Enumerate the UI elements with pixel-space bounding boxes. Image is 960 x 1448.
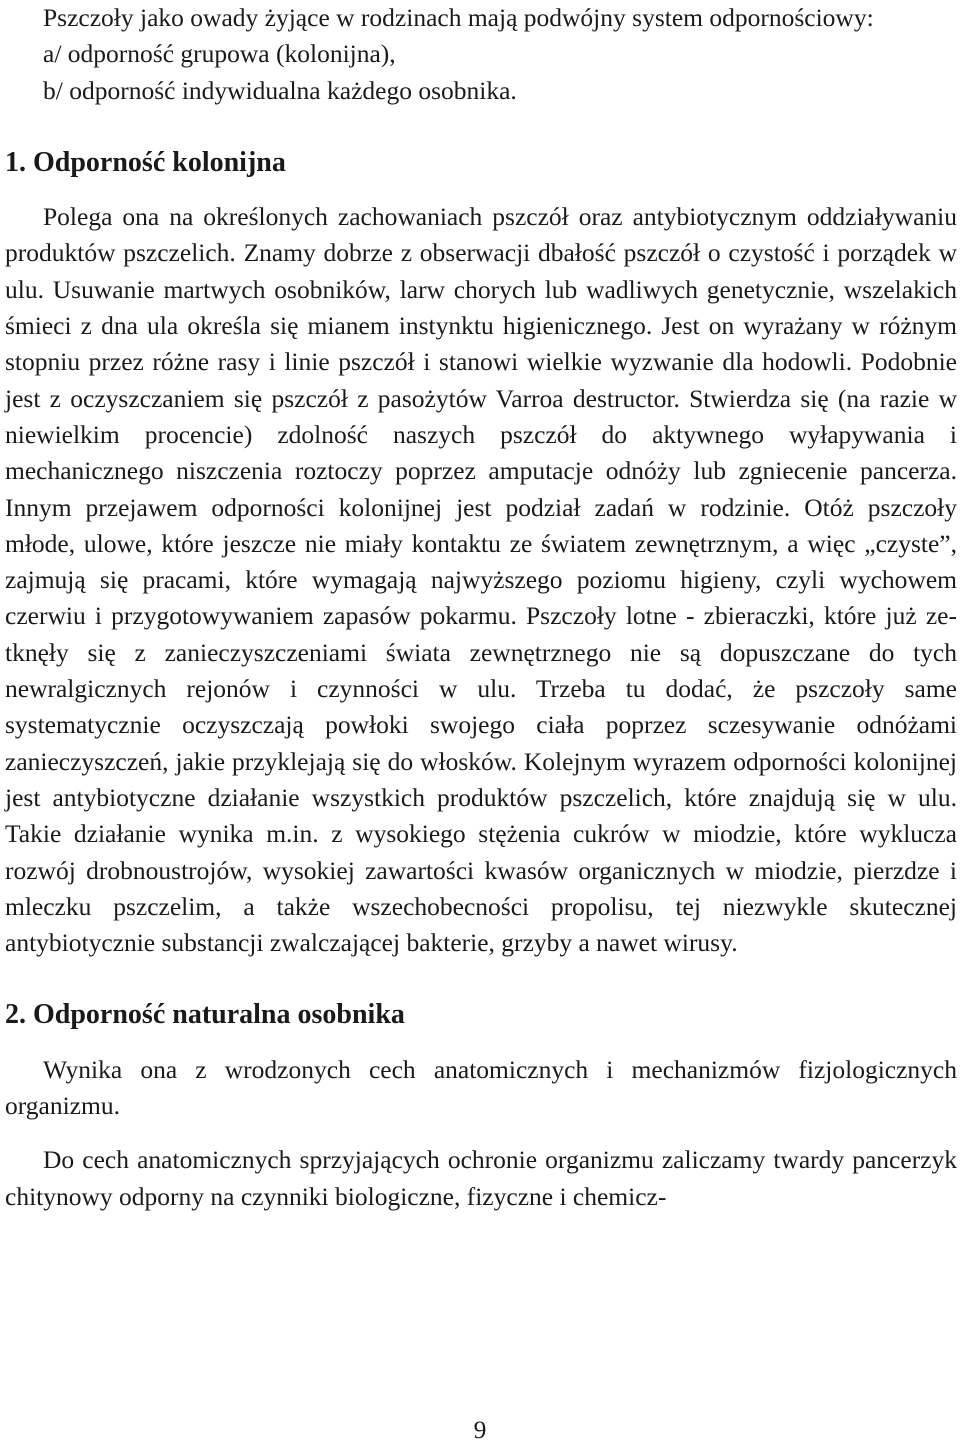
list-item: b/ odporność indywidualna każdego osobnika. xyxy=(43,75,517,105)
page-number: 9 xyxy=(473,1415,487,1444)
intro-paragraph: Pszczoły jako owady żyjące w rodzinach mają podwójny system odpornościowy: xyxy=(43,3,874,32)
section-2-paragraph: Wynika ona z wrodzonych cech anatomicznych i mechanizmów fizjologicznych organizmu. xyxy=(5,1054,957,1121)
section-1-paragraph: Polega ona na określonych zachowaniach pszczół oraz antybiotycznym oddziaływaniu produktów pszczelich. Znamy dobrze z obserwacji dbałość pszczół o czystość i porządek w ulu. Usuwanie martwych osobników, larw chorych lub wadliwych genetycznie, wszelakich śmieci z dna ula określa się mianem instynktu higienicznego. Jest on wyrażany w różnym stopniu przez różne rasy i linie pszczół i stanowi wielkie wyzwanie dla hodowli. Podobnie jest z oczyszczaniem się pszczół z pasożytów Varroa destructor. Stwierdza się (na razie w niewielkim procencie) zdolność naszych pszczół do aktywnego wyłapywania i mechanicznego niszczenia roztoczy poprzez amputacje odnóży lub zgniecenie pancerza. Innym przejawem odporności kolonijnej jest podział zadań w rodzinie. Otóż pszczoły młode, ulowe, które jeszcze nie miały kontaktu ze światem zewnętrznym, a więc „czyste”, zajmują się pracami, które wymagają najwyższego poziomu higieny, czyli wychowem czerwiu i przygotowywaniem zapasów pokarmu. Pszczoły lotne - zbieraczki, które już zetknęły się z zanieczyszczeniami świata zewnętrznego nie są dopuszczane do tych newralgicznych rejonów i czynności w ulu. Trzeba tu dodać, że pszczoły same systematycznie oczyszczają powłoki swojego ciała poprzez sczesywanie odnóżami zanieczyszczeń, jakie przyklejają się do włosków. Kolejnym wyrazem odporności kolonijnej jest antybiotyczne działanie wszystkich produktów pszczelich, które znajdują się w ulu. Takie działanie wynika m.in. z wysokiego stężenia cukrów w miodzie, które wyklucza rozwój drobnoustrojów, wysokiej zawartości kwasów organicznych w miodzie, pierzdze i mleczku pszczelim, a także wszechobecności propolisu, tej niezwykle skutecznej antybiotycznie substancji zwalczającej bakterie, grzyby a nawet wirusy. xyxy=(5,202,957,958)
list-item: a/ odporność grupowa (kolonijna), xyxy=(43,39,396,69)
document-page xyxy=(5,0,957,1215)
section-heading-1: 1. Odporność kolonijna xyxy=(5,146,286,178)
section-heading-2: 2. Odporność naturalna osobnika xyxy=(5,999,405,1031)
immunity-list xyxy=(5,36,957,109)
section-2-paragraph: Do cech anatomicznych sprzyjających ochronie organizmu zaliczamy twardy pancerzyk chitynowy odporny na czynniki biologiczne, fizyczne i chemicz- xyxy=(5,1145,957,1211)
